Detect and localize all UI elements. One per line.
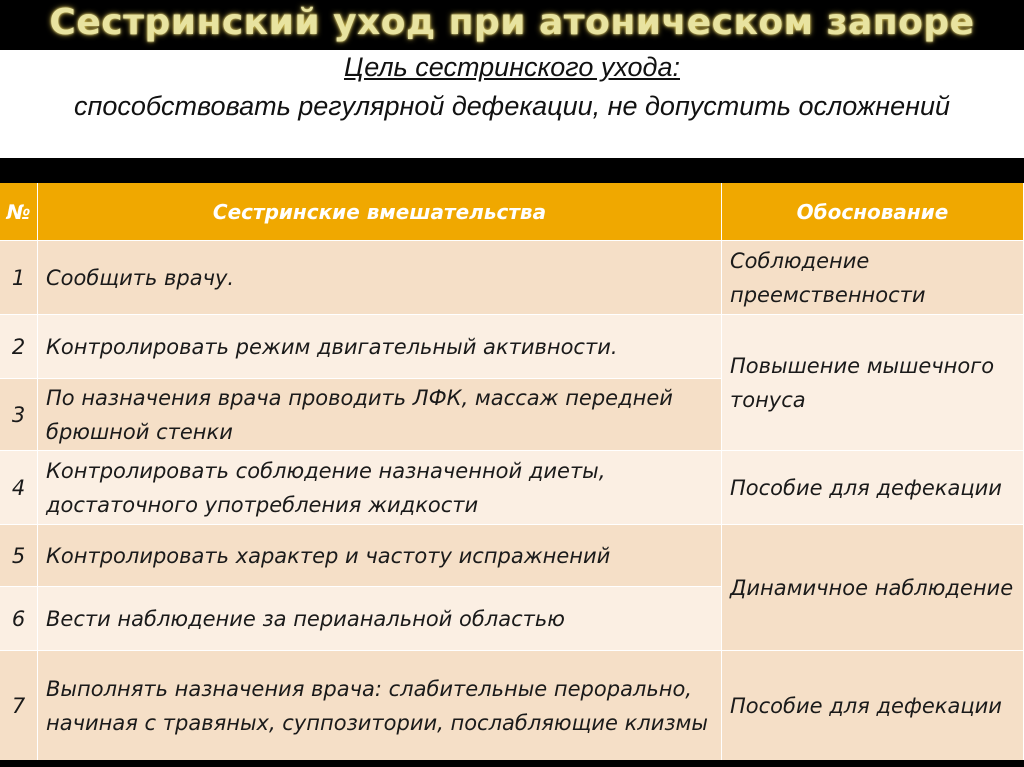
justification-group <box>0 525 1024 651</box>
row-action: Выполнять назначения врача: слабительные перорально, начиная с травяных, суппозитории, послабляющие клизмы <box>38 651 722 761</box>
row-num: 5 <box>0 525 38 587</box>
row-action: Сообщить врачу. <box>38 241 722 315</box>
justification-cell: Динамичное наблюдение <box>722 525 1024 651</box>
row-action: Контролировать характер и частоту испражнений <box>38 525 722 587</box>
row-action: Вести наблюдение за перианальной областью <box>38 587 722 651</box>
row-action: По назначения врача проводить ЛФК, массаж передней брюшной стенки <box>38 379 722 451</box>
interventions-table <box>0 183 1024 767</box>
table-header-row <box>0 183 1024 241</box>
row-action: Контролировать соблюдение назначенной диеты, достаточного употребления жидкости <box>38 451 722 525</box>
bottom-border <box>0 760 1024 767</box>
header-action: Сестринские вмешательства <box>38 183 722 241</box>
row-num: 6 <box>0 587 38 651</box>
header-num: № <box>0 183 38 241</box>
row-num: 1 <box>0 241 38 315</box>
header-justification: Обоснование <box>722 183 1024 241</box>
justification-group <box>0 315 1024 451</box>
row-action: Контролировать режим двигательный активности. <box>38 315 722 379</box>
justification-cell: Соблюдение преемственности <box>722 241 1024 315</box>
justification-cell: Повышение мышечного тонуса <box>722 315 1024 451</box>
row-num: 3 <box>0 379 38 451</box>
justification-group <box>0 241 1024 315</box>
goal-label: Цель сестринского ухода: <box>343 52 680 82</box>
slide-title: Сестринский уход при атоническом запоре <box>49 2 975 43</box>
row-num: 4 <box>0 451 38 525</box>
justification-group <box>0 651 1024 761</box>
justification-cell: Пособие для дефекации <box>722 451 1024 525</box>
row-num: 2 <box>0 315 38 379</box>
row-num: 7 <box>0 651 38 761</box>
justification-group <box>0 451 1024 525</box>
justification-cell: Пособие для дефекации <box>722 651 1024 761</box>
goal-text: способствовать регулярной дефекации, не допустить осложнений <box>73 91 951 121</box>
